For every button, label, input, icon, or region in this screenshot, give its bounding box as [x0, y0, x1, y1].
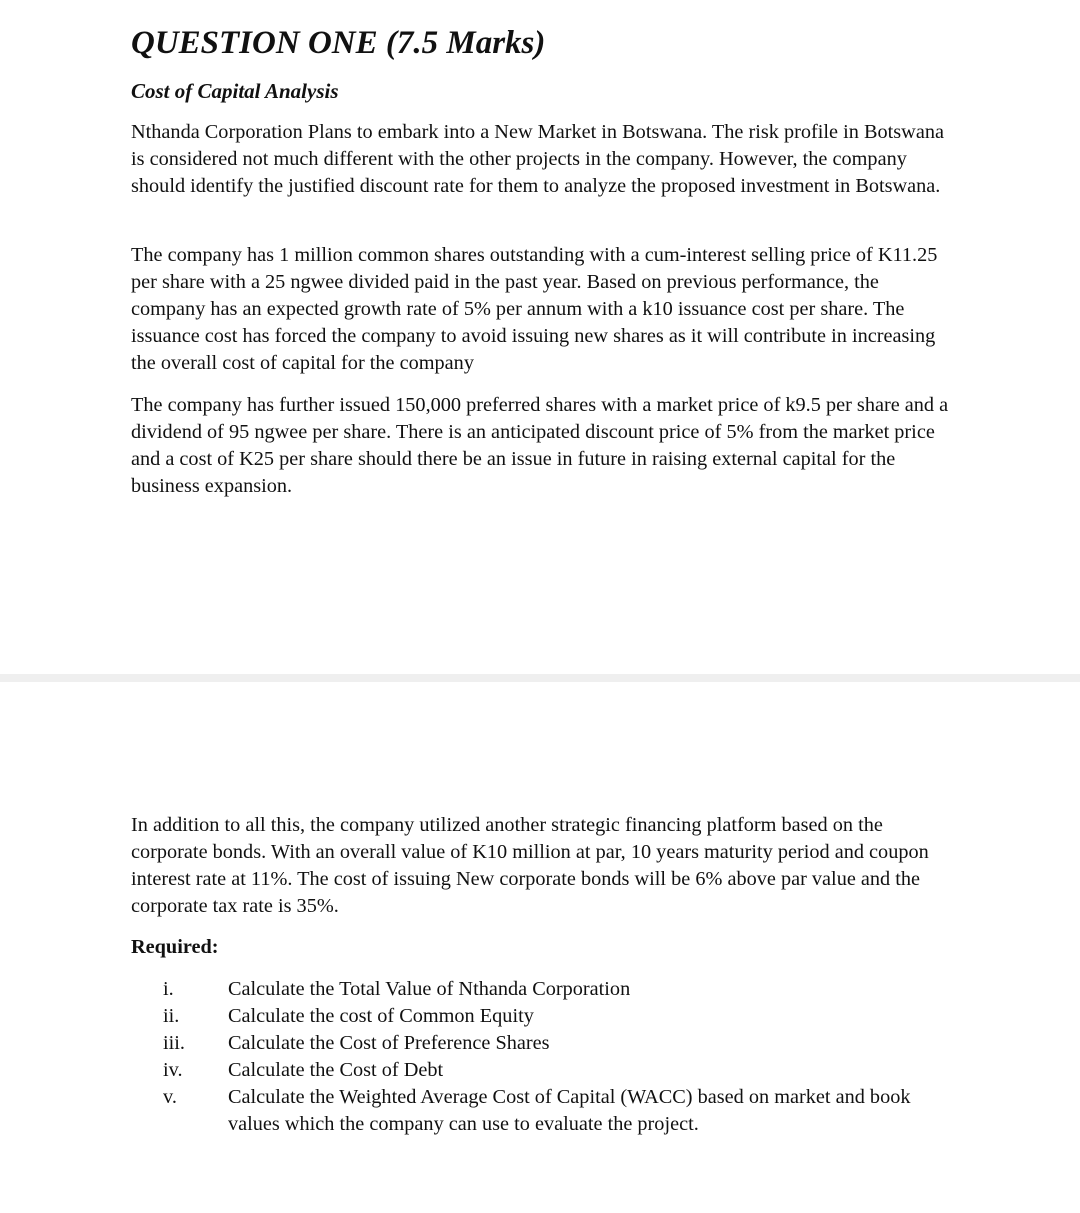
- document-page-2: [0, 682, 1080, 1213]
- required-item-number: v.: [163, 1086, 177, 1108]
- required-heading: Required:: [131, 936, 219, 958]
- required-item-text: Calculate the Weighted Average Cost of Capital (WACC) based on market and book values which the company can use to evaluate the project.: [228, 1086, 911, 1135]
- required-list: [131, 976, 951, 1138]
- required-item-text: Calculate the Cost of Preference Shares: [228, 1032, 550, 1054]
- required-item-number: i.: [163, 978, 174, 1000]
- required-item-text: Calculate the Cost of Debt: [228, 1059, 444, 1081]
- required-item-number: iv.: [163, 1059, 183, 1081]
- required-item-text: Calculate the cost of Common Equity: [228, 1005, 534, 1027]
- paragraph-common-shares: The company has 1 million common shares outstanding with a cum-interest selling price of K11.25 per share with a 25 ngwee divided paid in the past year. Based on previous performance, the company has an expected growth rate of 5% per annum with a k10 issuance cost per share. The issuance cost has forced the company to avoid issuing new shares as it will contribute in increasing the overall cost of capital for the company: [131, 244, 938, 374]
- required-item-2: [131, 1003, 951, 1030]
- section-subtitle: Cost of Capital Analysis: [131, 79, 339, 103]
- required-item-number: ii.: [163, 1005, 180, 1027]
- paragraph-preferred-shares: The company has further issued 150,000 preferred shares with a market price of k9.5 per share and a dividend of 95 ngwee per share. There is an anticipated discount price of 5% from the market price and a cost of K25 per share should there be an issue in future in raising external capital for the business expansion.: [131, 394, 949, 497]
- paragraph-corporate-bonds: In addition to all this, the company utilized another strategic financing platform based on the corporate bonds. With an overall value of K10 million at par, 10 years maturity period and coupon interest rate at 11%. The cost of issuing New corporate bonds will be 6% above par value and the corporate tax rate is 35%.: [131, 814, 929, 917]
- question-title: QUESTION ONE (7.5 Marks): [131, 25, 546, 61]
- required-item-5: [131, 1084, 951, 1138]
- required-item-number: iii.: [163, 1032, 185, 1054]
- paragraph-intro: Nthanda Corporation Plans to embark into a New Market in Botswana. The risk profile in Botswana is considered not much different with the other projects in the company. However, the company should identify the justified discount rate for them to analyze the proposed investment in Botswana.: [131, 121, 944, 197]
- required-item-3: [131, 1030, 951, 1057]
- required-item-1: [131, 976, 951, 1003]
- page-separator: [0, 674, 1080, 682]
- required-item-4: [131, 1057, 951, 1084]
- required-item-text: Calculate the Total Value of Nthanda Corporation: [228, 978, 631, 1000]
